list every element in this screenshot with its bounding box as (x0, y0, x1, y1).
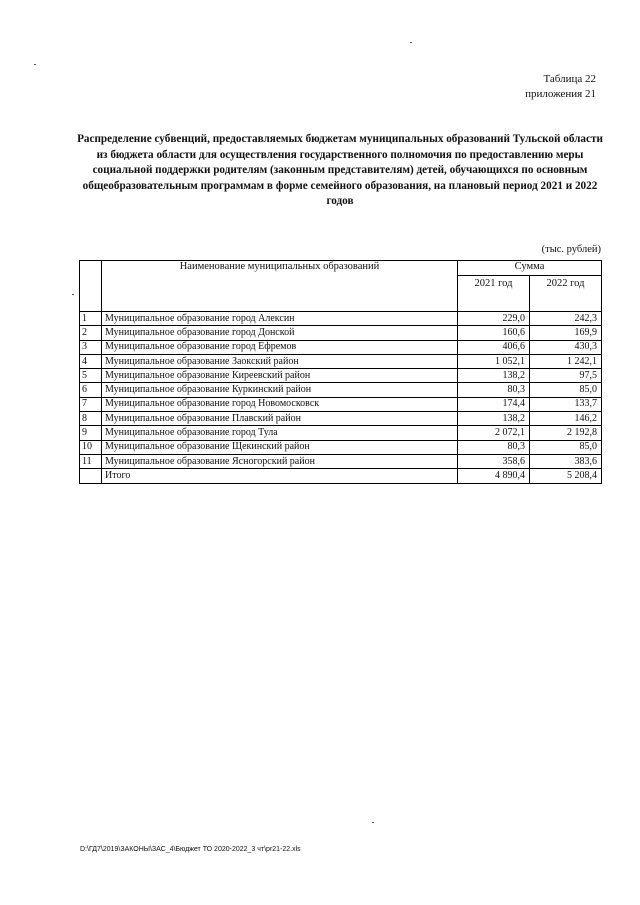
row-number: 2 (80, 326, 102, 340)
row-number: 11 (80, 454, 102, 468)
file-path-footer: D:\ГД7\2019\ЗАКОНЫ\ЗАС_4\Бюджет ТО 2020-2022_3 чт\pr21-22.xls (80, 846, 301, 853)
table-row (80, 440, 602, 454)
amount-2021: 80,3 (458, 440, 530, 454)
table-row (80, 326, 602, 340)
amount-2021: 358,6 (458, 454, 530, 468)
row-number: 3 (80, 340, 102, 354)
amount-2022: 242,3 (530, 312, 602, 326)
municipality-name: Муниципальное образование Заокский район (102, 354, 458, 368)
table-row (80, 412, 602, 426)
municipality-name: Муниципальное образование город Ефремов (102, 340, 458, 354)
units-label: (тыс. рублей) (541, 244, 601, 255)
row-number: 8 (80, 412, 102, 426)
row-number: 1 (80, 312, 102, 326)
amount-2021: 2 072,1 (458, 426, 530, 440)
table-row (80, 369, 602, 383)
municipality-name: Муниципальное образование город Донской (102, 326, 458, 340)
table-reference (470, 72, 596, 102)
table-row (80, 354, 602, 368)
table-row (80, 426, 602, 440)
table-row (80, 312, 602, 326)
municipality-name: Муниципальное образование Киреевский район (102, 369, 458, 383)
row-number: 10 (80, 440, 102, 454)
amount-2021: 80,3 (458, 383, 530, 397)
scan-speck (34, 64, 36, 65)
amount-2022: 2 192,8 (530, 426, 602, 440)
amount-2022: 85,0 (530, 383, 602, 397)
amount-2022: 133,7 (530, 397, 602, 411)
row-number: 5 (80, 369, 102, 383)
scan-speck (72, 294, 74, 295)
municipality-name: Муниципальное образование Щекинский район (102, 440, 458, 454)
amount-2021: 138,2 (458, 369, 530, 383)
amount-2022: 383,6 (530, 454, 602, 468)
amount-2022: 97,5 (530, 369, 602, 383)
municipality-name: Муниципальное образование Ясногорский район (102, 454, 458, 468)
table-header-row (80, 261, 602, 276)
header-year-2021: 2021 год (458, 276, 530, 312)
amount-2022: 146,2 (530, 412, 602, 426)
amount-2021: 229,0 (458, 312, 530, 326)
amount-2022: 169,9 (530, 326, 602, 340)
header-sum-cell: Сумма (458, 261, 602, 276)
municipality-name: Итого (102, 469, 458, 483)
table-row (80, 383, 602, 397)
header-name-cell: Наименование муниципальных образований (102, 261, 458, 312)
amount-2021: 160,6 (458, 326, 530, 340)
document-title: Распределение субвенций, предоставляемых бюджетам муниципальных образований Тульской области из бюджета области для осуществления государственного полномочия по предоставлению меры социальной поддержки родителям (законным представителям) детей, обучающихся по основным общеобразовательным программам в форме семейного образования, на плановый период 2021 и 2022 годов (77, 133, 603, 207)
amount-2021: 1 052,1 (458, 354, 530, 368)
amount-2022: 1 242,1 (530, 354, 602, 368)
scan-speck (410, 42, 412, 43)
distribution-table (79, 260, 602, 484)
row-number: 9 (80, 426, 102, 440)
header-year-2022: 2022 год (530, 276, 602, 312)
municipality-name: Муниципальное образование город Тула (102, 426, 458, 440)
total-row (80, 469, 602, 483)
amount-2021: 406,6 (458, 340, 530, 354)
amount-2021: 138,2 (458, 412, 530, 426)
header-number-cell (80, 261, 102, 312)
row-number: 7 (80, 397, 102, 411)
row-number: 4 (80, 354, 102, 368)
amount-2021: 4 890,4 (458, 469, 530, 483)
appendix-number: приложения 21 (525, 88, 596, 100)
scan-speck (372, 822, 374, 823)
municipality-name: Муниципальное образование город Новомосковск (102, 397, 458, 411)
municipality-name: Муниципальное образование Куркинский район (102, 383, 458, 397)
table-number: Таблица 22 (543, 73, 596, 85)
municipality-name: Муниципальное образование город Алексин (102, 312, 458, 326)
municipality-name: Муниципальное образование Плавский район (102, 412, 458, 426)
table-row (80, 340, 602, 354)
table-row (80, 397, 602, 411)
row-number: 6 (80, 383, 102, 397)
row-number (80, 469, 102, 483)
table-body (80, 312, 602, 484)
amount-2022: 430,3 (530, 340, 602, 354)
amount-2022: 85,0 (530, 440, 602, 454)
amount-2022: 5 208,4 (530, 469, 602, 483)
amount-2021: 174,4 (458, 397, 530, 411)
table-row (80, 454, 602, 468)
